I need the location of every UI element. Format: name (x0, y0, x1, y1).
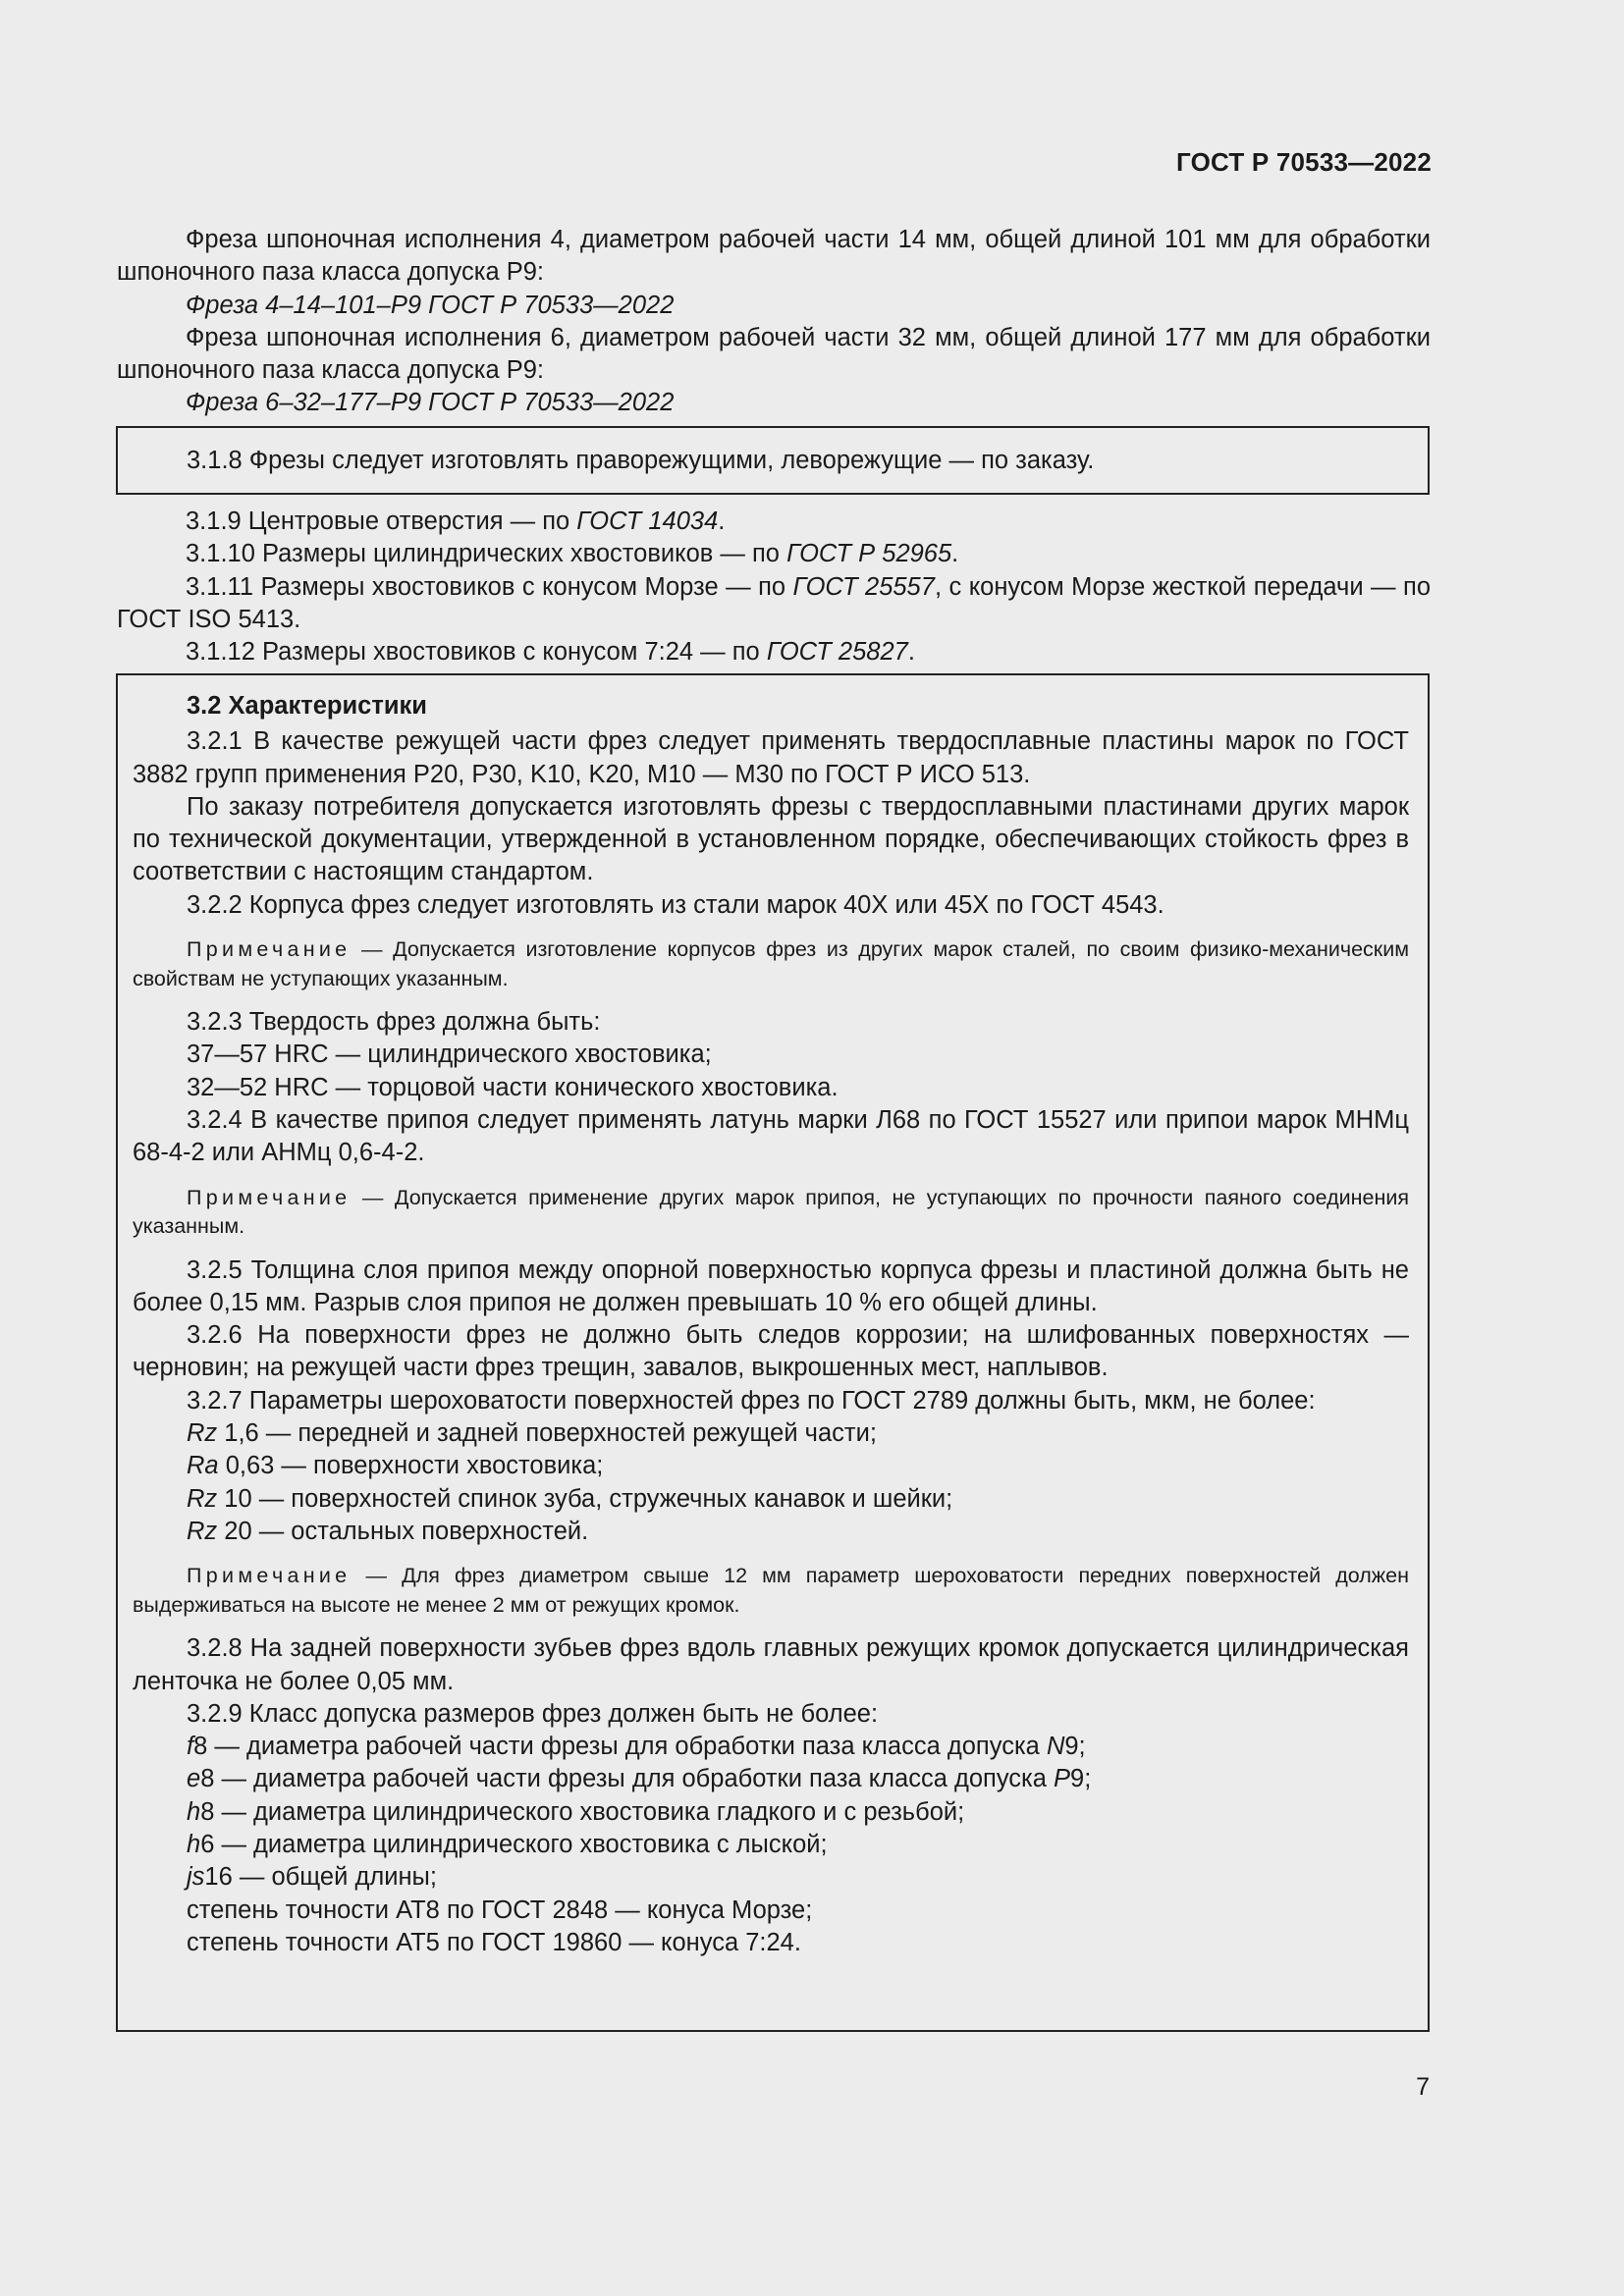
section-31-items (117, 506, 1431, 668)
clause-321-b: По заказу потребителя допускается изготовлять фрезы с твердосплавными пластинами других марок по технической документации, утвержденной в установленном порядке, обеспечивающих стойкость фрез в соответствии с настоящим стандартом. (133, 792, 1409, 886)
clause-321: 3.2.1 В качестве режущей части фрез следует применять твердосплавные пластины марок по ГОСТ 3882 групп применения P20, P30, K10, K20, M10 — M30 по ГОСТ Р ИСО 513. (133, 727, 1409, 788)
note-label: Примечание (187, 1564, 352, 1588)
list-item: степень точности АТ5 по ГОСТ 19860 — конуса 7:24. (187, 1928, 801, 1956)
clause-325: 3.2.5 Толщина слоя припоя между опорной поверхностью корпуса фрезы и пластиной должна быть не более 0,15 мм. Разрыв слоя припоя не должен превышать 10 % его общей длины. (133, 1255, 1409, 1316)
list-item: Rz 20 — остальных поверхностей. (187, 1517, 589, 1545)
paragraph: Фреза шпоночная исполнения 4, диаметром рабочей части 14 мм, общей длиной 101 мм для обработки шпоночного паза класса допуска P9: (117, 226, 1431, 287)
note-label: Примечание (187, 1185, 352, 1209)
section-title: 3.2 Характеристики (187, 692, 427, 720)
paragraph: Фреза шпоночная исполнения 6, диаметром рабочей части 32 мм, общей длиной 177 мм для обработки шпоночного паза класса допуска P9: (117, 323, 1431, 385)
clause-327: 3.2.7 Параметры шероховатости поверхностей фрез по ГОСТ 2789 должны быть, мкм, не более: (187, 1386, 1316, 1415)
document-header: ГОСТ Р 70533—2022 (1176, 147, 1432, 177)
clause-324: 3.2.4 В качестве припоя следует применять латунь марки Л68 по ГОСТ 15527 или припои марок МНМц 68-4-2 или АНМц 0,6-4-2. (133, 1105, 1409, 1167)
clause-322: 3.2.2 Корпуса фрез следует изготовлять из стали марок 40Х или 45Х по ГОСТ 4543. (187, 890, 1164, 919)
clause-323: 3.2.3 Твердость фрез должна быть: (187, 1008, 601, 1037)
list-item: 37—57 HRC — цилиндрического хвостовика; (187, 1041, 712, 1069)
list-item: f8 — диаметра рабочей части фрезы для обработки паза класса допуска N9; (187, 1733, 1086, 1761)
list-item: Rz 1,6 — передней и задней поверхностей режущей части; (187, 1419, 877, 1448)
list-item: степень точности АТ8 по ГОСТ 2848 — конуса Морзе; (187, 1896, 813, 1924)
clause-3112: 3.1.12 Размеры хвостовиков с конусом 7:24 — по ГОСТ 25827. (186, 638, 915, 667)
designation-example: Фреза 6–32–177–Р9 ГОСТ Р 70533—2022 (186, 389, 675, 417)
designation-example: Фреза 4–14–101–Р9 ГОСТ Р 70533—2022 (186, 291, 675, 319)
note: Примечание — Допускается применение других марок припоя, не уступающих по прочности паяного соединения указанным. (133, 1185, 1409, 1239)
clause-318: 3.1.8 Фрезы следует изготовлять праворежущими, леворежущие — по заказу. (187, 447, 1095, 474)
clause-3110: 3.1.10 Размеры цилиндрических хвостовиков — по ГОСТ Р 52965. (186, 540, 959, 568)
note-label: Примечание (187, 937, 352, 962)
clause-3111: 3.1.11 Размеры хвостовиков с конусом Морзе — по ГОСТ 25557, с конусом Морзе жесткой передачи — по ГОСТ ISO 5413. (117, 572, 1431, 633)
framed-section-32 (116, 673, 1430, 2032)
list-item: h6 — диаметра цилиндрического хвостовика с лыской; (187, 1831, 828, 1859)
list-item: h8 — диаметра цилиндрического хвостовика гладкого и с резьбой; (187, 1797, 965, 1826)
list-item: Rz 10 — поверхностей спинок зуба, стружечных канавок и шейки; (187, 1484, 953, 1513)
clause-326: 3.2.6 На поверхности фрез не должно быть следов коррозии; на шлифованных поверхностях — черновин; на режущей части фрез трещин, завалов, выкрошенных мест, наплывов. (133, 1321, 1409, 1382)
clause-328: 3.2.8 На задней поверхности зубьев фрез вдоль главных режущих кромок допускается цилиндрическая ленточка не более 0,05 мм. (133, 1634, 1409, 1695)
list-item: js16 — общей длины; (187, 1863, 437, 1892)
list-item: 32—52 HRC — торцовой части конического хвостовика. (187, 1073, 839, 1101)
list-item: e8 — диаметра рабочей части фрезы для обработки паза класса допуска P9; (187, 1765, 1092, 1793)
clause-319: 3.1.9 Центровые отверстия — по ГОСТ 14034. (186, 507, 726, 535)
framed-clause-318 (116, 426, 1430, 495)
clause-329: 3.2.9 Класс допуска размеров фрез должен быть не более: (187, 1699, 879, 1728)
list-item: Ra 0,63 — поверхности хвостовика; (187, 1452, 604, 1480)
page-number: 7 (1416, 2073, 1430, 2101)
intro-examples (117, 224, 1431, 420)
note: Примечание — Допускается изготовление корпусов фрез из других марок сталей, по своим физико-механическим свойствам не уступающих указанным. (133, 937, 1409, 990)
note: Примечание — Для фрез диаметром свыше 12 мм параметр шероховатости передних поверхностей должен выдерживаться на высоте не менее 2 мм от режущих кромок. (133, 1564, 1409, 1617)
